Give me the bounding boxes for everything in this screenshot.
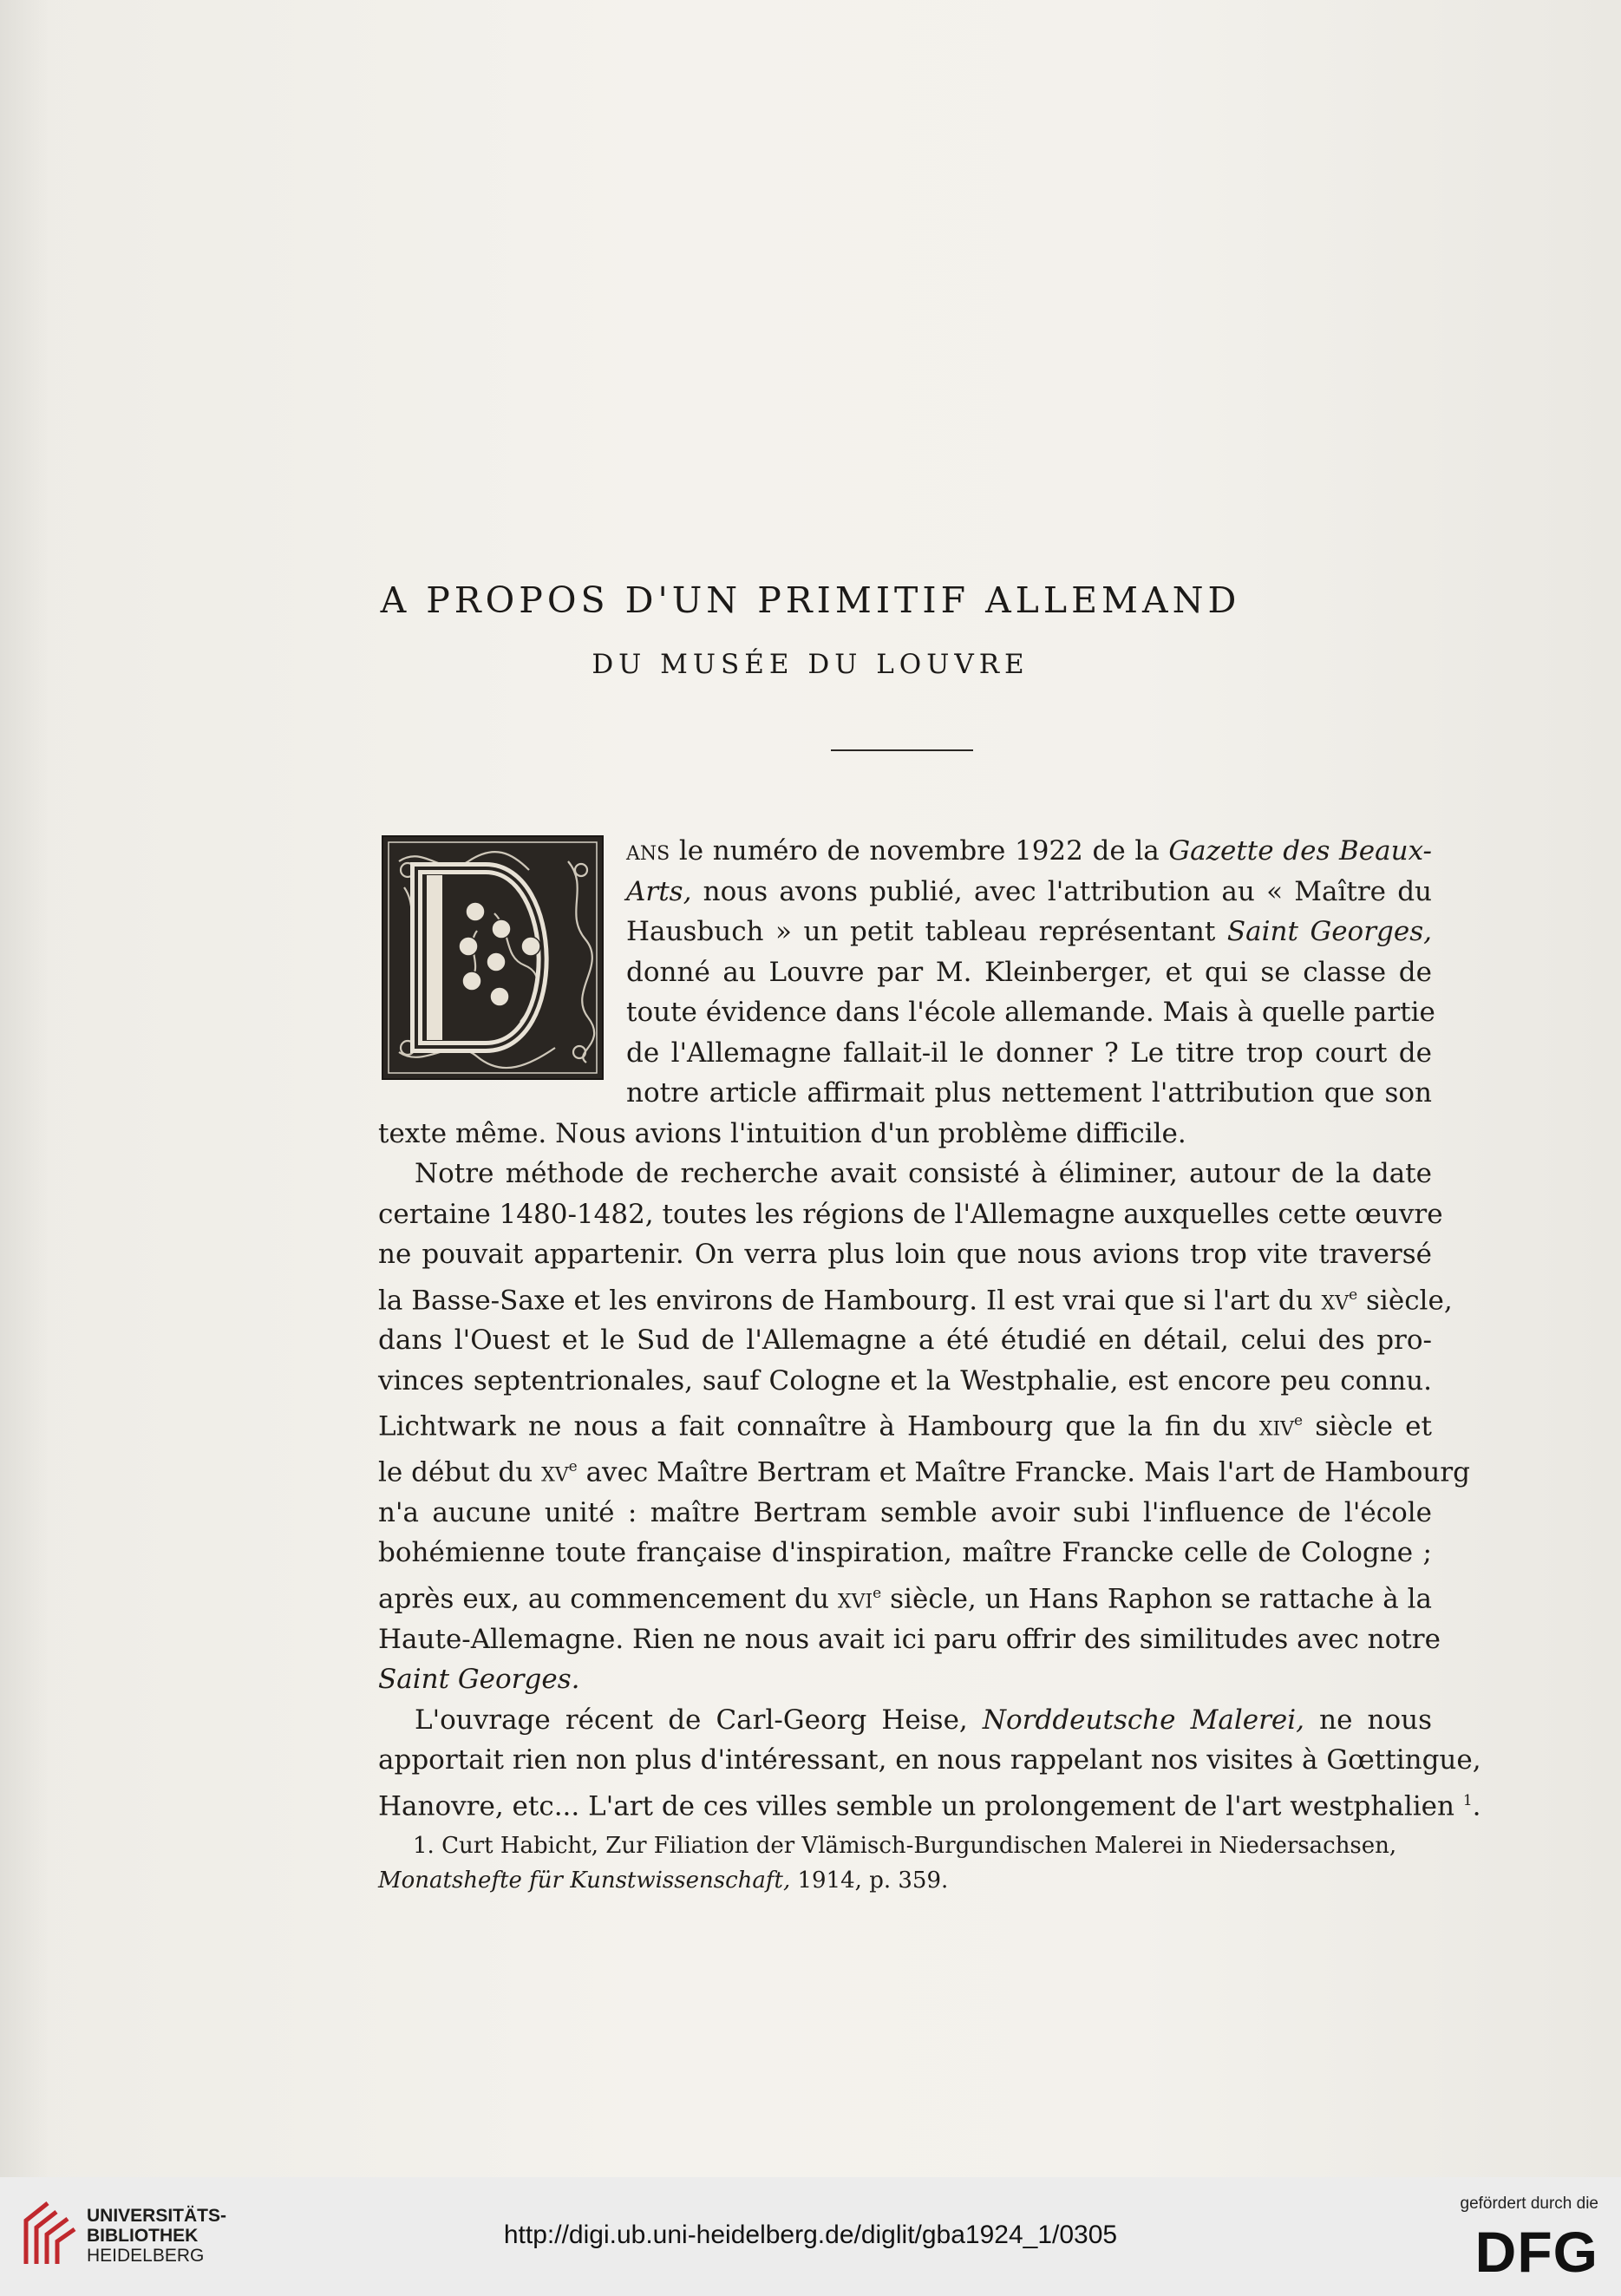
article-title: A PROPOS D'UN PRIMITIF ALLEMAND <box>380 579 1241 621</box>
title-divider <box>831 749 973 751</box>
text-line: Hausbuch » un petit tableau représentant Saint Georges, <box>626 916 1432 947</box>
text-line: de l'Allemagne fallait-il le donner ? Le titre trop court de <box>626 1037 1432 1069</box>
permalink-url[interactable]: http://digi.ub.uni-heidelberg.de/diglit/gba1924_1/0305 <box>503 2221 1118 2249</box>
footnote-line: 1. Curt Habicht, Zur Filiation der Vlämisch-Burgundischen Malerei in Niedersachsen, <box>413 1833 1397 1859</box>
text-line: après eux, au commencement du xvi$^e$ siècle, un Hans Raphon se rattache à la <box>378 1583 1433 1615</box>
text-line: Notre méthode de recherche avait consisté à éliminer, autour de la date <box>415 1158 1432 1189</box>
text-line: donné au Louvre par M. Kleinberger, et qui se classe de <box>626 956 1432 988</box>
article-subtitle: DU MUSÉE DU LOUVRE <box>592 649 1029 680</box>
text-line: Lichtwark ne nous a fait connaître à Hambourg que la fin du xiv$^e$ siècle et <box>378 1410 1432 1442</box>
text-line: la Basse-Saxe et les environs de Hambourg. Il est vrai que si l'art du $xv^e$ siècle, <box>378 1284 1453 1316</box>
text-line: Arts, nous avons publié, avec l'attribution au « Maître du <box>626 875 1432 907</box>
text-line: certaine 1480-1482, toutes les régions de l'Allemagne auxquelles cette œuvre <box>378 1198 1443 1230</box>
article-body <box>378 831 1481 1827</box>
text-line: le début du $xv^e$ avec Maître Bertram et Maître Francke. Mais l'art de Hambourg <box>378 1456 1470 1488</box>
text-line: dans l'Ouest et le Sud de l'Allemagne a été étudié en détail, celui des pro- <box>378 1325 1432 1357</box>
text-line: Hanovre, etc... L'art de ces villes semble un prolongement de l'art westphalien $^1$ <box>378 1790 1473 1822</box>
footnote-line: Monatshefte für Kunstwissenschaft, 1914, p. 359. <box>378 1868 949 1894</box>
text-line: apportait rien non plus d'intéressant, en nous rappelant nos visites à Gœttingue, <box>378 1744 1481 1776</box>
text-line: Haute-Allemagne. Rien ne nous avait ici paru offrir des similitudes avec notre <box>378 1623 1441 1655</box>
dfg-logo[interactable]: DFG <box>1474 2220 1598 2284</box>
funding-note: gefördert durch die <box>1460 2195 1598 2213</box>
page-gutter-shadow <box>0 0 52 2177</box>
text-line: L'ouvrage récent de Carl-Georg Heise, Norddeutsche Malerei, ne nous <box>415 1704 1433 1736</box>
text-line: bohémienne toute française d'inspiration, maître Francke celle de Cologne ; <box>378 1537 1432 1569</box>
text-line: notre article affirmait plus nettement l'attribution que son <box>626 1077 1432 1109</box>
library-name-line: BIBLIOTHEK <box>87 2226 199 2246</box>
text-line: Saint Georges. <box>378 1664 580 1696</box>
footnote <box>378 1828 1432 1898</box>
text-line: ne pouvait appartenir. On verra plus loin que nous avions trop vite traversé <box>378 1239 1432 1270</box>
text-line: ans le numéro de novembre 1922 de la Gazette des Beaux- <box>626 835 1432 867</box>
library-name-line: HEIDELBERG <box>87 2246 205 2266</box>
text-line: n'a aucune unité : maître Bertram semble avoir subi l'influence de l'école <box>378 1496 1432 1528</box>
text-line: texte même. Nous avions l'intuition d'un problème difficile. <box>378 1117 1186 1149</box>
text-line: vinces septentrionales, sauf Cologne et la Westphalie, est encore peu connu. <box>378 1364 1432 1397</box>
text-line: toute évidence dans l'école allemande. Mais à quelle partie <box>626 997 1435 1028</box>
library-name-line: UNIVERSITÄTS- <box>87 2206 227 2226</box>
